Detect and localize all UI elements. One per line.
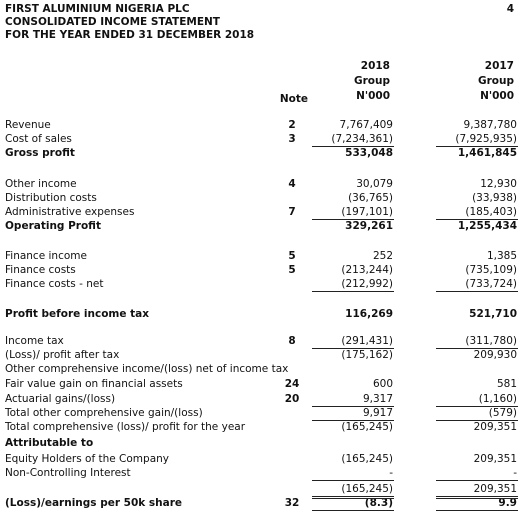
row-note: 8 — [288, 335, 296, 347]
total-rule-2018 — [312, 291, 394, 292]
table-row — [0, 436, 526, 450]
row-note: 20 — [284, 393, 300, 405]
row-label: Revenue — [5, 119, 51, 131]
row-note: 32 — [284, 497, 300, 509]
value-2018: 9,317 — [362, 393, 393, 405]
group-2017-header: Group — [477, 75, 514, 87]
row-label: Fair value gain on financial assets — [5, 378, 183, 390]
value-2017: (185,403) — [465, 206, 517, 218]
value-2018: (175,162) — [341, 349, 393, 361]
value-2017: (735,109) — [465, 264, 517, 276]
value-2017: 1,385 — [486, 250, 517, 262]
value-2017: 209,351 — [473, 483, 517, 495]
double-rule-2017 — [436, 498, 518, 499]
row-label: Cost of sales — [5, 133, 72, 145]
row-label: Attributable to — [5, 437, 94, 449]
row-label: Total other comprehensive gain/(loss) — [5, 407, 203, 419]
row-note: 24 — [284, 378, 300, 390]
value-2017: (1,160) — [478, 393, 517, 405]
table-row — [0, 348, 526, 362]
row-label: Non-Controlling Interest — [5, 467, 131, 479]
note-column-header: Note — [279, 93, 308, 105]
value-2018: (7,234,361) — [331, 133, 393, 145]
value-2017: 209,351 — [473, 421, 517, 433]
table-row — [0, 146, 526, 160]
row-label: Other income — [5, 178, 77, 190]
total-rule-2017 — [436, 496, 518, 497]
value-2018: 7,767,409 — [339, 119, 393, 131]
currency-2017-header: N'000 — [480, 90, 514, 102]
value-2018: 30,079 — [356, 178, 393, 190]
eps-rule-2017 — [436, 510, 518, 511]
total-rule-2018 — [312, 406, 394, 407]
row-label: Other comprehensive income/(loss) net of income tax — [5, 363, 289, 375]
year-2017-header: 2017 — [484, 60, 514, 72]
table-row — [0, 362, 526, 376]
table-row — [0, 205, 526, 219]
value-2018: (165,245) — [341, 483, 393, 495]
double-rule-2018 — [312, 498, 394, 499]
row-note: 3 — [288, 133, 296, 145]
value-2018: (213,244) — [341, 264, 393, 276]
row-label: Finance costs — [5, 264, 76, 276]
value-2017: 9,387,780 — [463, 119, 517, 131]
row-label: Finance income — [5, 250, 87, 262]
company-name: FIRST ALUMINIUM NIGERIA PLC — [5, 3, 190, 15]
table-row — [0, 466, 526, 480]
table-row — [0, 177, 526, 191]
total-rule-2017 — [436, 219, 518, 220]
row-label: Actuarial gains/(loss) — [5, 393, 116, 405]
total-rule-2017 — [436, 480, 518, 481]
value-2017: - — [513, 467, 517, 479]
row-note: 5 — [288, 264, 296, 276]
value-2017: 209,351 — [473, 453, 517, 465]
value-2017: 209,930 — [473, 349, 517, 361]
value-2017: (7,925,935) — [455, 133, 517, 145]
value-2018: (165,245) — [341, 453, 393, 465]
value-2017: (579) — [488, 407, 517, 419]
row-label: (Loss)/ profit after tax — [5, 349, 120, 361]
value-2017: (733,724) — [465, 278, 517, 290]
row-note: 4 — [288, 178, 296, 190]
table-row — [0, 406, 526, 420]
total-rule-2018 — [312, 146, 394, 147]
table-row — [0, 219, 526, 233]
table-row — [0, 377, 526, 391]
total-rule-2018 — [312, 348, 394, 349]
value-2017: 12,930 — [480, 178, 517, 190]
total-rule-2018 — [312, 496, 394, 497]
value-2018: (212,992) — [341, 278, 393, 290]
table-row — [0, 334, 526, 348]
table-row — [0, 132, 526, 146]
row-label: Profit before income tax — [5, 308, 150, 320]
statement-period: FOR THE YEAR ENDED 31 DECEMBER 2018 — [5, 29, 255, 41]
table-row — [0, 307, 526, 321]
value-2018: (165,245) — [341, 421, 393, 433]
row-label: Income tax — [5, 335, 64, 347]
total-rule-2017 — [436, 348, 518, 349]
total-rule-2017 — [436, 406, 518, 407]
row-note: 2 — [288, 119, 296, 131]
value-2017: (33,938) — [472, 192, 517, 204]
table-row — [0, 420, 526, 434]
table-row — [0, 263, 526, 277]
value-2017: 581 — [496, 378, 517, 390]
value-2018: 533,048 — [345, 147, 393, 159]
statement-title: CONSOLIDATED INCOME STATEMENT — [5, 16, 220, 28]
table-row — [0, 249, 526, 263]
eps-rule-2018 — [312, 510, 394, 511]
total-rule-2017 — [436, 420, 518, 421]
value-2017: 1,255,434 — [457, 220, 517, 232]
row-label: Administrative expenses — [5, 206, 135, 218]
year-2018-header: 2018 — [360, 60, 390, 72]
table-row — [0, 452, 526, 466]
total-rule-2018 — [312, 420, 394, 421]
value-2018: (8.3) — [364, 497, 393, 509]
table-row — [0, 482, 526, 496]
row-note: 5 — [288, 250, 296, 262]
value-2017: 9.9 — [498, 497, 517, 509]
total-rule-2017 — [436, 291, 518, 292]
total-rule-2018 — [312, 480, 394, 481]
row-label: Gross profit — [5, 147, 75, 159]
row-label: (Loss)/earnings per 50k share — [5, 497, 183, 509]
table-row — [0, 277, 526, 291]
total-rule-2018 — [312, 219, 394, 220]
value-2018: 9,917 — [362, 407, 393, 419]
value-2018: 329,261 — [345, 220, 393, 232]
value-2017: 521,710 — [469, 308, 517, 320]
table-row — [0, 191, 526, 205]
row-label: Equity Holders of the Company — [5, 453, 170, 465]
row-label: Total comprehensive (loss)/ profit for the year — [5, 421, 246, 433]
value-2018: 600 — [372, 378, 393, 390]
row-label: Finance costs - net — [5, 278, 104, 290]
row-label: Distribution costs — [5, 192, 97, 204]
value-2018: (197,101) — [341, 206, 393, 218]
group-2018-header: Group — [353, 75, 390, 87]
total-rule-2017 — [436, 146, 518, 147]
value-2018: - — [389, 467, 393, 479]
value-2018: 116,269 — [345, 308, 393, 320]
page-number: 4 — [506, 3, 514, 15]
table-row — [0, 118, 526, 132]
currency-2018-header: N'000 — [356, 90, 390, 102]
value-2018: (291,431) — [341, 335, 393, 347]
row-note: 7 — [288, 206, 296, 218]
value-2018: (36,765) — [348, 192, 393, 204]
value-2018: 252 — [372, 250, 393, 262]
value-2017: (311,780) — [465, 335, 517, 347]
value-2017: 1,461,845 — [457, 147, 517, 159]
table-row — [0, 392, 526, 406]
row-label: Operating Profit — [5, 220, 101, 232]
